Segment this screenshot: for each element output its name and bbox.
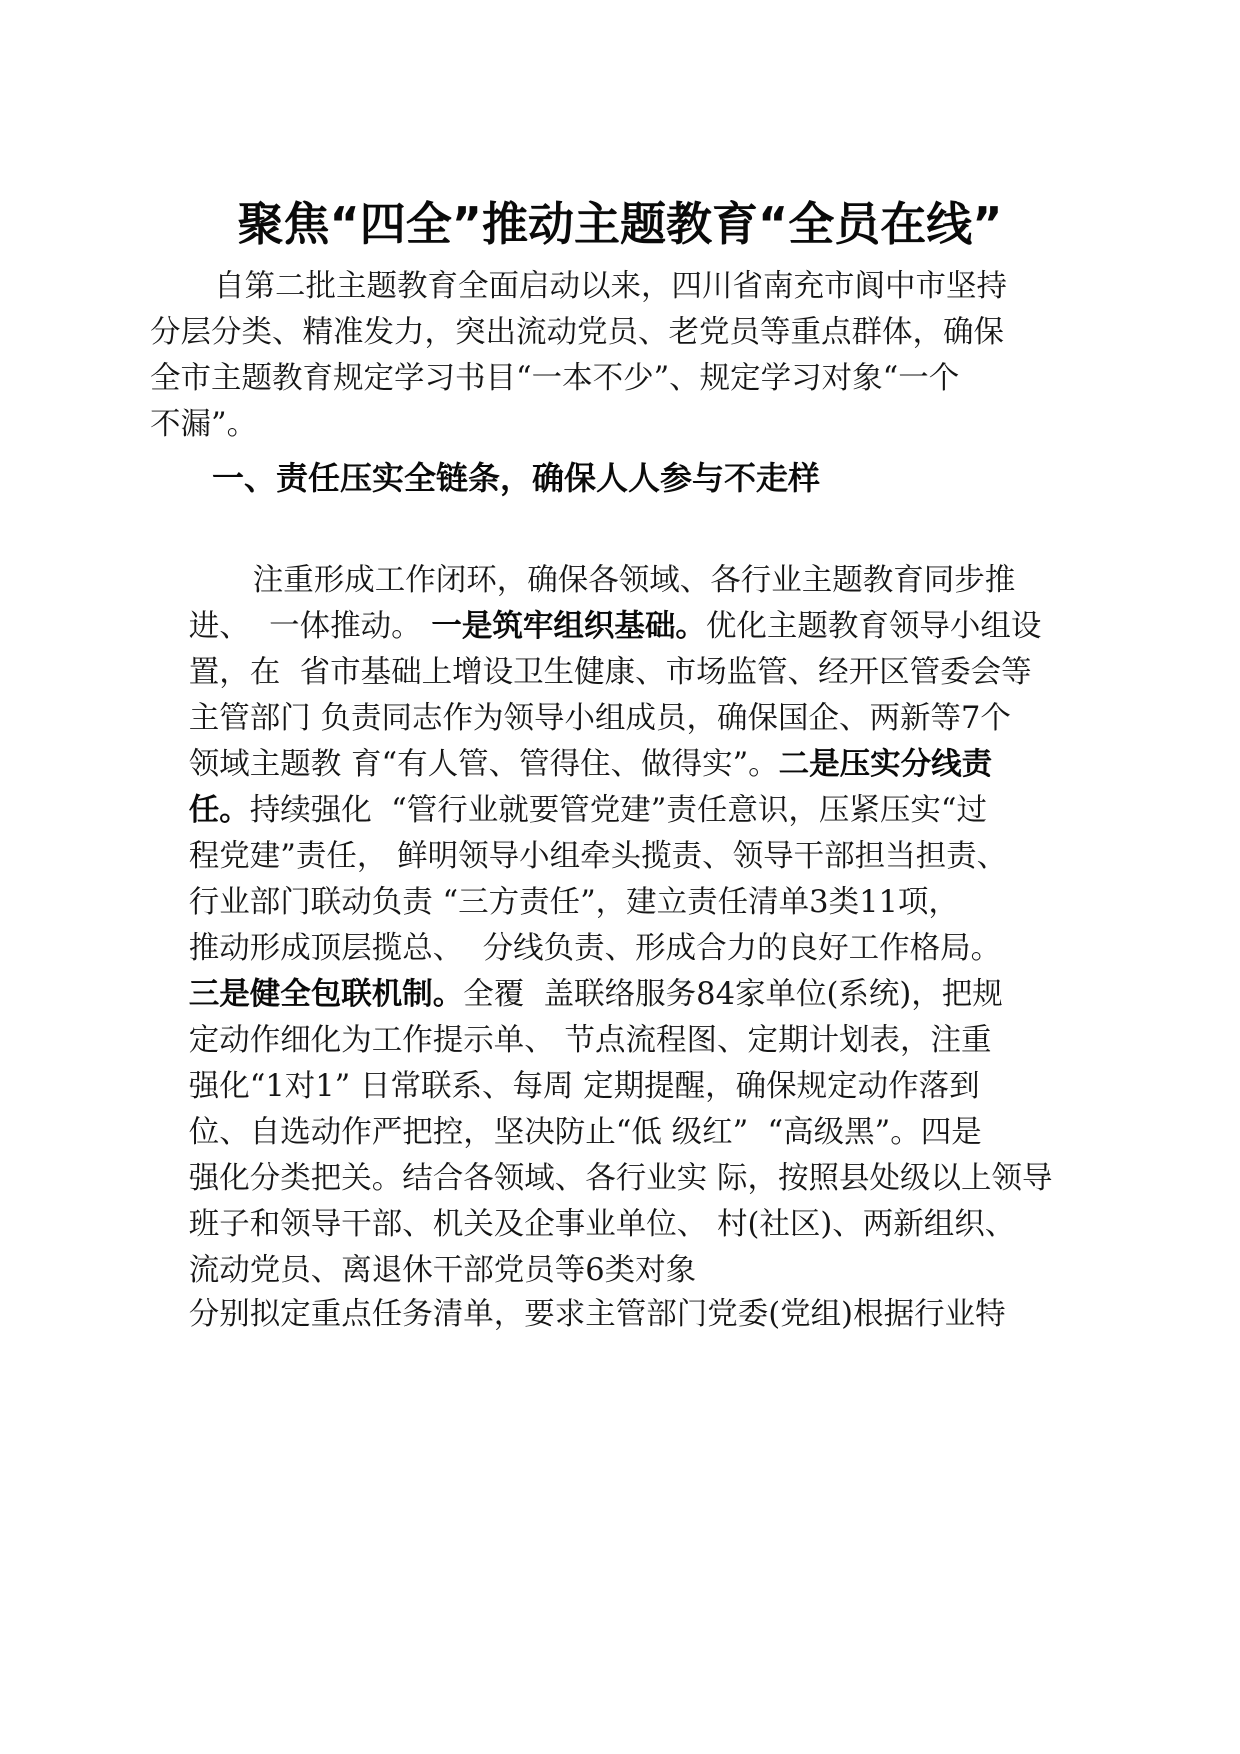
document-title: 聚焦“四全”推动主题教育“全员在线” [237, 197, 1003, 251]
body-line [150, 644, 1011, 736]
text-run: 班子和领导干部、机关及企事业单位、 村(社区)、两新组织、 [188, 1207, 1016, 1242]
intro-line: 不漏”。 [150, 407, 258, 442]
body-line [150, 1058, 982, 1150]
intro-line: 分层分类、精准发力，突出流动党员、老党员等重点群体，确保 [150, 315, 1004, 350]
text-run: 进、 一体推动。 [188, 609, 432, 644]
text-run: 流动党员、离退休干部党员等6类对象 [188, 1253, 697, 1288]
text-run: 强化“1对1” 日常联系、每周 定期提醒，确保规定动作落到 [188, 1069, 980, 1104]
body-line [150, 828, 959, 920]
text-run: 位、自选动作严把控，坚决防止“低 级红” “高级黑”。四是 [188, 1115, 982, 1150]
body-line [150, 736, 987, 828]
body-line [150, 1196, 697, 1288]
bold-run: 二是压实分线责 [778, 747, 993, 782]
section-heading: 一、责任压实全链条，确保人人参与不走样 [212, 459, 821, 497]
text-run: 全覆 盖联络服务84家单位(系统)，把规 [463, 977, 1003, 1012]
text-run: 强化分类把关。结合各领域、各行业实 际，按照县处级以上领导 [188, 1161, 1053, 1196]
body-line [150, 966, 992, 1058]
text-run: 持续强化 “管行业就要管党建”责任意识，压紧压实“过 [249, 793, 987, 828]
text-run: 分别拟定重点任务清单，要求主管部门党委(党组)根据行业特 [188, 1297, 1006, 1332]
text-run: 主管部门 负责同志作为领导小组成员，确保国企、两新等7个 [188, 701, 1011, 736]
body-line [150, 1150, 1016, 1242]
body-line [214, 506, 1016, 598]
text-run: 推动形成顶层揽总、 分线负责、形成合力的良好工作格局。 [188, 931, 1002, 966]
text-run: 领域主题教 育“有人管、管得住、做得实”。 [188, 747, 779, 782]
body-line [150, 782, 1008, 874]
intro-line: 全市主题教育规定学习书目“一本不少”、规定学习对象“一个 [150, 361, 960, 396]
body-line [150, 920, 1003, 1012]
text-run: 定动作细化为工作提示单、 节点流程图、定期计划表，注重 [188, 1023, 992, 1058]
bold-run: 任。 [188, 793, 250, 828]
body-line [150, 874, 1002, 966]
body-line [150, 1240, 1006, 1332]
bold-run: 三是健全包联机制。 [188, 977, 464, 1012]
body-line [150, 1012, 980, 1104]
text-run: 注重形成工作闭环，确保各领域、各行业主题教育同步推 [252, 563, 1016, 598]
body-line [150, 552, 1042, 644]
text-run: 优化主题教育领导小组设 [705, 609, 1042, 644]
bold-run: 一是筑牢组织基础。 [431, 609, 706, 644]
text-run: 程党建”责任， 鲜明领导小组牵头揽责、领导干部担当担责、 [188, 839, 1008, 874]
intro-line: 自第二批主题教育全面启动以来，四川省南充市阆中市坚持 [214, 269, 1007, 304]
body-line [150, 1104, 1053, 1196]
text-run: 置，在 省市基础上增设卫生健康、市场监管、经开区管委会等 [188, 655, 1032, 690]
text-run: 行业部门联动负责 “三方责任”，建立责任清单3类11项， [188, 885, 959, 920]
body-line [150, 598, 1032, 690]
body-line [150, 690, 993, 782]
